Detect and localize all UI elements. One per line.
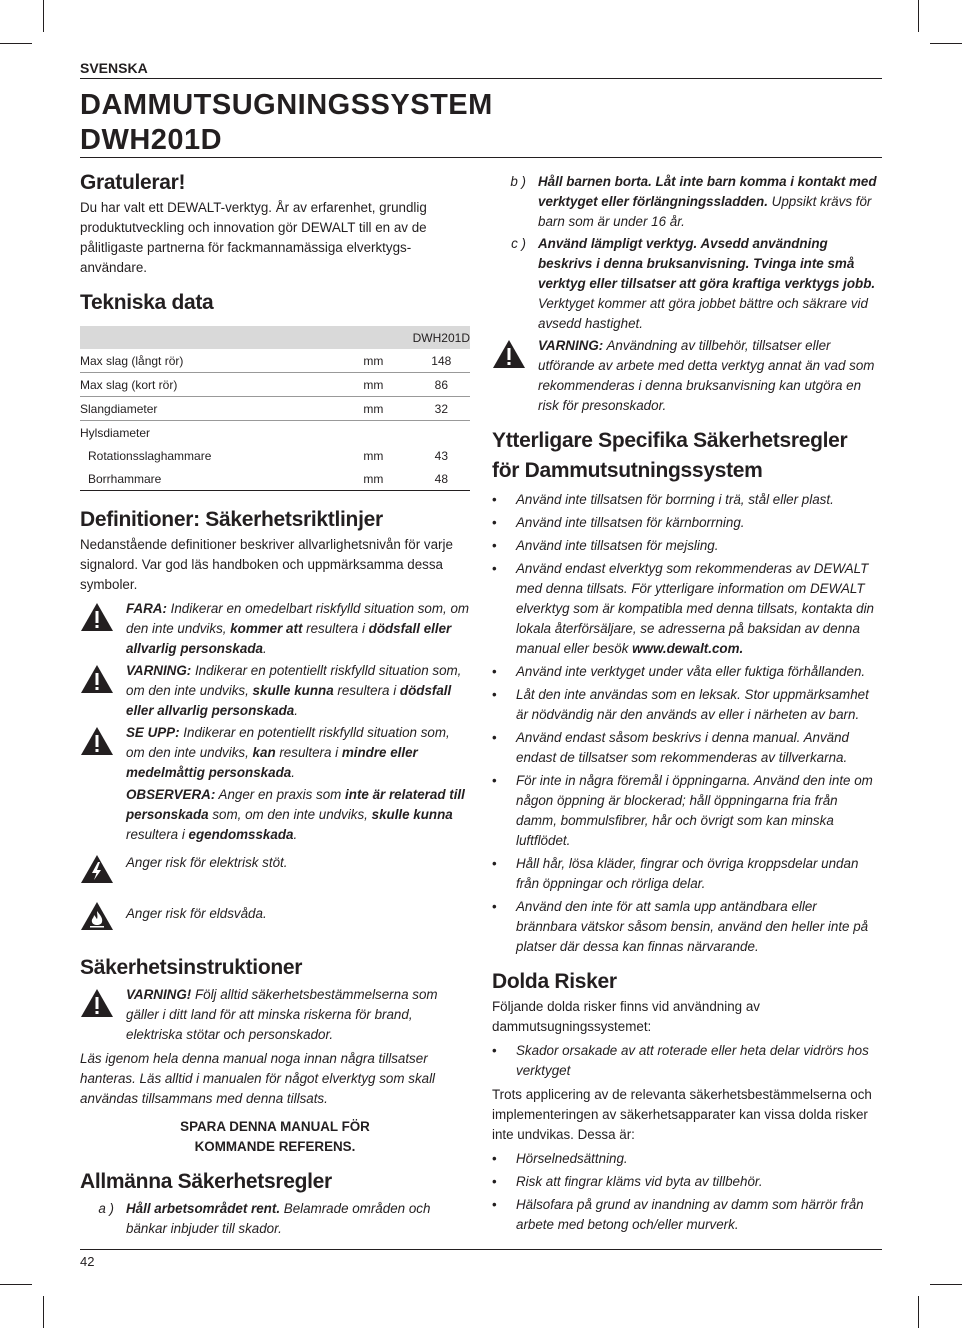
tech-table [80, 326, 470, 491]
crop-mark [918, 1296, 919, 1328]
item-text: Låt den inte användas som en leksak. Stor uppmärksamhet är nödvändig när den används av eller i närheten av barn. [516, 687, 869, 722]
item-text: Hörselnedsättning. [516, 1151, 628, 1166]
def-text: . [294, 703, 298, 718]
table-row [80, 349, 470, 373]
table-row [80, 373, 470, 397]
item-text: Använd inte verktyget under våta eller fuktiga förhållanden. [516, 664, 866, 679]
electric-shock-icon [80, 854, 114, 884]
definitions-intro: Nedanstående definitioner beskriver allvarlighetsnivån för varje signalord. Var god läs handboken och uppmärksamma dessa symboler. [80, 537, 453, 592]
list-item: • Låt den inte användas som en leksak. Stor uppmärksamhet är nödvändig när den används av eller i närheten av barn. [492, 685, 880, 725]
crop-mark [930, 1284, 962, 1285]
list-item: • För inte in några föremål i öppningarna. Använd den inte om någon öppning är blockerad; håll öppningarna fria från damm, bommulsfibrer, hår och övrigt som kan minska luftflödet. [492, 771, 880, 851]
def-text: Indikerar en potentiellt riskfylld situation som, om den inte undviks, [126, 725, 450, 760]
def-bold: skulle kunna [371, 807, 453, 822]
title-line-1: DAMMUTSUGNINGSSYSTEM [80, 89, 493, 121]
warning-text: Användning av tillbehör, tillsatser eller utförande av arbete med detta verktyg annat än vad som rekommenderas i denna bruksanvisning kan utgöra en risk för presonskador. [538, 338, 875, 413]
electric-definition [80, 851, 470, 890]
row-label: Max slag (kort rör) [80, 373, 211, 397]
crop-mark [0, 1284, 32, 1285]
row-unit: mm [363, 467, 412, 491]
model-header: DWH201D [413, 326, 470, 349]
row-value: 43 [434, 448, 448, 463]
def-bold: egendomsskada [188, 827, 294, 842]
def-text: . [262, 641, 267, 656]
footer-rule [80, 1249, 882, 1250]
list-item: • Hälsofara på grund av inandning av damm som härrör från arbete med betong och/eller murverk. [492, 1195, 880, 1235]
caution-definition [80, 723, 470, 783]
list-item: • Använd inte tillsatsen för mejsling. [492, 536, 880, 556]
rule-bold: Använd lämpligt verktyg. Avsedd användning beskrivs i denna bruksanvisning. Tvinga inte små verktyg eller tillsatser att göra kraftiga verktygs jobb. [538, 236, 876, 291]
item-text: Använd endast elverktyg som rekommenderas av DEWALT med denna tillsats. För ytterligare information om DEWALT elverktyg som är kompatibla med denna tillsats, kontakta din lokala återförsäljare, se adresserna på baksidan av denna manual eller besök [516, 561, 875, 656]
signal-word: VARNING: [126, 663, 192, 678]
def-text: resultera i [302, 621, 369, 636]
item-text: Använd inte tillsatsen för kärnborrning. [516, 515, 745, 530]
def-bold: kommer att [230, 621, 303, 636]
row-unit: mm [363, 448, 384, 463]
item-text: Använd inte tillsatsen för mejsling. [516, 538, 719, 553]
page-title [80, 88, 493, 158]
specific-heading: Ytterligare Specifika Säkerhetsregler för Dammutsutningssystem [492, 429, 848, 482]
item-text: Skador orsakade av att roterade eller heta delar vidrörs hos verktyget [516, 1043, 869, 1078]
crop-mark [0, 43, 32, 44]
rule-text: Belamrade områden och bänkar inbjuder till skador. [126, 1201, 431, 1236]
item-label: c ) [511, 236, 526, 251]
row-label: Max slag (långt rör) [80, 349, 211, 373]
list-item: • Använd inte tillsatsen för kärnborrning. [492, 513, 880, 533]
residual-text-2: Trots applicering av de relevanta säkerhetsbestämmelserna och implementeringen av säkerhetsapparater kan vissa dolda risker inte undvikas. Dessa är: [492, 1087, 872, 1142]
signal-word: FARA: [126, 601, 167, 616]
rule-c [492, 234, 880, 334]
warning-triangle-icon [492, 339, 526, 369]
row-unit: mm [363, 349, 412, 373]
danger-definition [80, 599, 470, 659]
crop-mark [43, 1296, 44, 1328]
def-text: . [291, 765, 295, 780]
table-row [80, 397, 470, 421]
def-text: som, om den inte undviks, [208, 807, 372, 822]
row-value: 32 [413, 397, 470, 421]
signal-word: OBSERVERA: [126, 787, 216, 802]
save-manual-line-2: KOMMANDE REFERENS. [194, 1139, 356, 1154]
row-label: Rotationsslaghammare [88, 448, 212, 463]
row-value: 86 [413, 373, 470, 397]
list-item: • Använd endast elverktyg som rekommenderas av DEWALT med denna tillsats. För ytterligare information om DEWALT elverktyg som är kompatibla med denna tillsats, kontakta din lokala återförsäljare, se adresserna på baksidan av denna manual eller besök www.dewalt.com. [492, 561, 875, 656]
def-text: Anger en praxis som [215, 787, 346, 802]
warning-text: Följ alltid säkerhetsbestämmelserna som gäller i ditt land för att minska riskerna för brand, elektriska stötar och personskador. [126, 987, 438, 1042]
list-item: • Använd endast såsom beskrivs i denna manual. Använd endast de tillsatser som rekommenderas av tillverkarna. [492, 728, 880, 768]
def-bold: dödsfall eller allvarlig personskada [126, 683, 452, 718]
table-row [80, 467, 470, 491]
list-item: • Använd inte verktyget under våta eller fuktiga förhållanden. [492, 662, 880, 682]
page-number: 42 [80, 1254, 95, 1269]
title-line-2: DWH201D [80, 124, 223, 156]
tech-heading: Tekniska data [80, 291, 214, 314]
notice-definition [80, 785, 470, 845]
crop-mark [43, 0, 44, 32]
list-item: • Skador orsakade av att roterade eller heta delar vidrörs hos verktyget [492, 1041, 880, 1081]
row-value: 148 [413, 349, 470, 373]
warning-definition [80, 661, 470, 721]
row-unit: mm [363, 397, 412, 421]
residual-intro: Följande dolda risker finns vid användning av dammutsugningssystemet: [492, 999, 760, 1034]
signal-word: VARNING! [126, 987, 192, 1002]
list-item: • Hörselnedsättning. [492, 1149, 880, 1169]
rule-b [492, 172, 880, 232]
rule-text: Verktyget kommer att göra jobbet bättre och säkrare vid avsedd hastighet. [538, 296, 868, 331]
row-label: Slangdiameter [80, 397, 211, 421]
item-text: Håll hår, lösa kläder, fingrar och övriga kroppsdelar undan från öppningar och rörliga delar. [516, 856, 859, 891]
def-bold: inte är relaterad till personskada [126, 787, 465, 822]
def-text: . [293, 827, 298, 842]
item-text: Hälsofara på grund av inandning av damm som härrör från arbete med betong och/eller murverk. [516, 1197, 864, 1232]
congrats-heading: Gratulerar! [80, 171, 186, 194]
list-item: • Använd inte tillsatsen för borrning i trä, stål eller plast. [492, 490, 880, 510]
list-item: • Använd den inte för att samla upp antändbara eller brännbara vätskor såsom bensin, använd den heller inte på platser där dessa kan finnas närvarande. [492, 897, 880, 957]
residual-list-1 [492, 1041, 880, 1081]
def-bold: mindre eller medelmåttig personskada [126, 745, 418, 780]
warning-triangle-icon [80, 726, 114, 756]
rule-a [80, 1199, 470, 1239]
fire-icon [80, 901, 114, 931]
def-text: resultera i [126, 827, 189, 842]
rule-bold: Håll barnen borta. Låt inte barn komma i kontakt med verktyget eller förlängningssladden. [538, 174, 877, 209]
table-row [80, 421, 470, 445]
right-column [492, 170, 880, 1239]
accessory-warning [492, 336, 880, 416]
website-link[interactable]: www.dewalt.com. [632, 641, 744, 656]
item-text: Använd den inte för att samla upp antändbara eller brännbara vätskor såsom bensin, använd den heller inte på platser där dessa kan finnas närvarande. [516, 899, 869, 954]
crop-mark [918, 0, 919, 32]
def-text: resultera i [275, 745, 342, 760]
warning-triangle-icon [80, 602, 114, 632]
item-label: a ) [98, 1201, 114, 1216]
electric-text: Anger risk för elektrisk stöt. [126, 855, 288, 870]
item-text: Använd endast såsom beskrivs i denna manual. Använd endast de tillsatser som rekommenderas av tillverkarna. [516, 730, 849, 765]
signal-word: VARNING: [538, 338, 604, 353]
rule-bold: Håll arbetsområdet rent. [126, 1201, 281, 1216]
list-item: • Risk att fingrar kläms vid byta av tillbehör. [492, 1172, 880, 1192]
table-row [80, 444, 470, 467]
table-header-row [80, 326, 470, 349]
item-text: Använd inte tillsatsen för borrning i trä, stål eller plast. [516, 492, 834, 507]
def-bold: kan [252, 745, 276, 760]
title-rule [80, 157, 882, 158]
safety-heading: Säkerhetsinstruktioner [80, 956, 303, 979]
row-value: 48 [413, 467, 470, 491]
signal-word: SE UPP: [126, 725, 180, 740]
language-label: SVENSKA [80, 60, 148, 76]
general-heading: Allmänna Säkerhetsregler [80, 1170, 332, 1193]
row-label: Hylsdiameter [80, 425, 151, 440]
row-unit: mm [363, 373, 412, 397]
def-text: Indikerar en omedelbart riskfylld situation som, om den inte undviks, [126, 601, 470, 636]
def-text: Indikerar en potentiellt riskfylld situation som, om den inte undviks, [126, 663, 462, 698]
item-label: b ) [510, 174, 526, 189]
save-manual-line-1: SPARA DENNA MANUAL FÖR [180, 1119, 370, 1134]
def-bold: skulle kunna [252, 683, 334, 698]
list-item: • Håll hår, lösa kläder, fingrar och övriga kroppsdelar undan från öppningar och rörliga delar. [492, 854, 880, 894]
safety-warning [80, 985, 470, 1045]
fire-text: Anger risk för eldsvåda. [126, 906, 267, 921]
residual-heading: Dolda Risker [492, 970, 617, 993]
item-text: Risk att fingrar kläms vid byta av tillbehör. [516, 1174, 763, 1189]
row-label: Borrhammare [80, 467, 211, 491]
specific-rules-list [492, 490, 880, 957]
item-text: För inte in några föremål i öppningarna. Använd den inte om någon öppning är blockerad; håll öppningarna fria från damm, bommulsfibrer, hår och övrigt som kan minska luftflödet. [516, 773, 873, 848]
crop-mark [930, 43, 962, 44]
warning-triangle-icon [80, 664, 114, 694]
warning-triangle-icon [80, 988, 114, 1018]
left-column [80, 168, 470, 1241]
header-rule [80, 78, 882, 79]
def-bold: dödsfall eller allvarlig personskada [126, 621, 452, 656]
def-text: resultera i [333, 683, 400, 698]
rule-text: Uppsikt krävs för barn som är under 16 år. [538, 194, 872, 229]
definitions-heading: Definitioner: Säkerhetsriktlinjer [80, 508, 383, 531]
fire-definition [80, 898, 470, 937]
read-manual-text: Läs igenom hela denna manual noga innan några tillsatser hanteras. Läs alltid i manualen för något elverktyg som skall användas tillsammans med denna tillsats. [80, 1051, 436, 1106]
residual-list-2 [492, 1149, 880, 1235]
congrats-text: Du har valt ett DEWALT-verktyg. År av erfarenhet, grundlig produktutveckling och innovation gör DEWALT till en av de pålitligaste partnerna för fackmannamässiga elverktygs-användare. [80, 200, 427, 275]
